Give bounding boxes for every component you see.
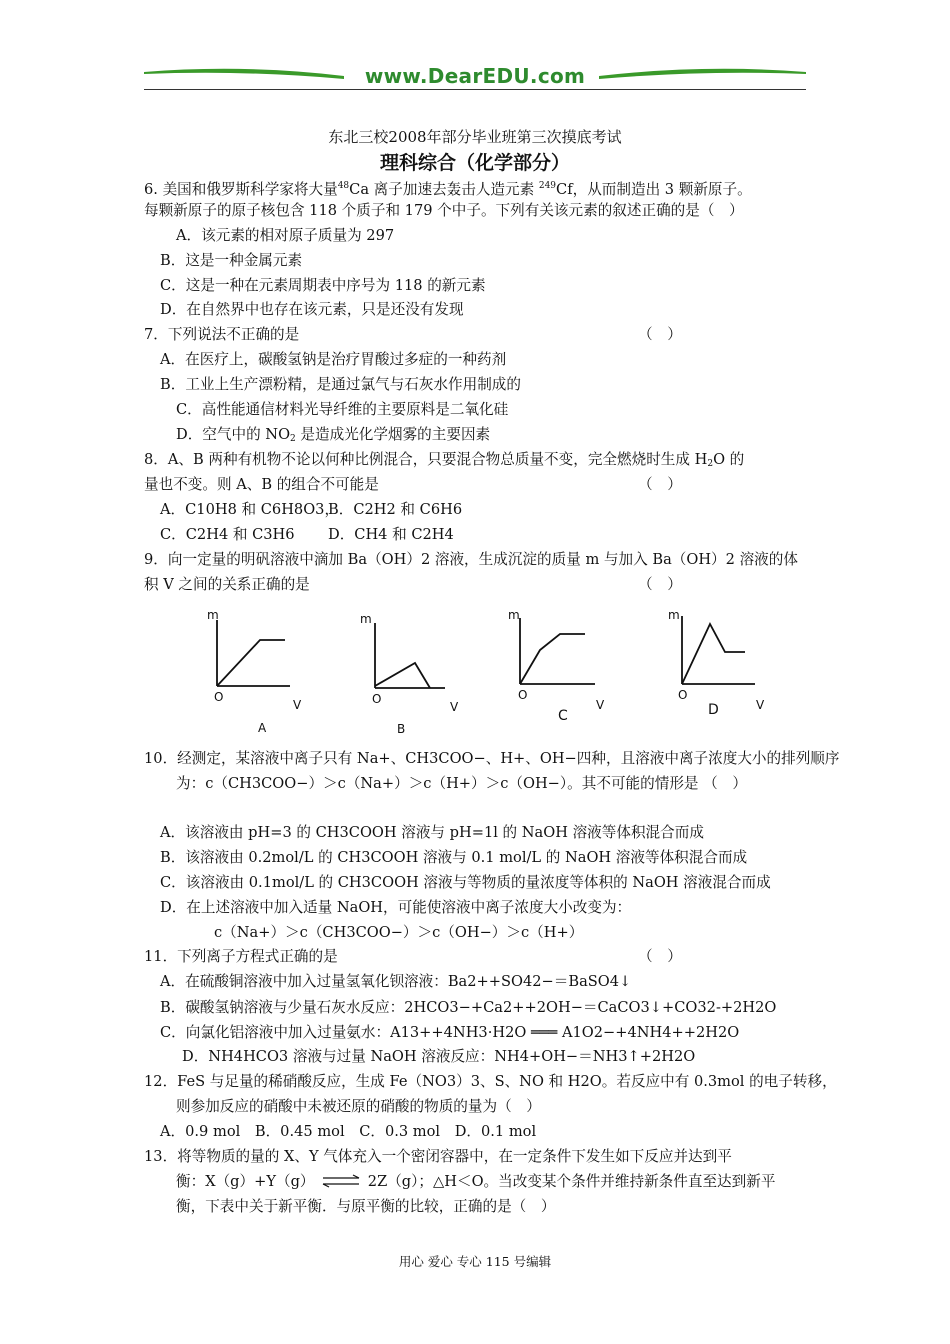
q7-option-d: D．空气中的 $NO_2$ 是造成光化学烟雾的主要因素 <box>176 426 491 444</box>
q6-option-c: C．这是一种在元素周期表中序号为 118 的新元素 <box>160 277 486 294</box>
q9-graphs <box>200 608 780 738</box>
q13-stem-line3: 衡，下表中关于新平衡．与原平衡的比较，正确的是（ ） <box>176 1198 556 1215</box>
q8-stem-line2: 量也不变。则 A、B 的组合不可能是 <box>144 476 379 493</box>
q11-option-b: B．碳酸氢钠溶液与少量石灰水反应：2HCO3−+Ca2++2OH−＝CaCO3↓+CO32-+2H2O <box>160 999 777 1016</box>
graph-c-v-label: V <box>596 698 605 712</box>
q7-answer-paren: （ ） <box>638 326 682 343</box>
q10-option-c: C．该溶液由 0.1mol/L 的 CH3COOH 溶液与等物质的量浓度等体积的 NaOH 溶液混合而成 <box>160 874 771 891</box>
q11-stem: 11．下列离子方程式正确的是 <box>144 948 338 965</box>
q13-stem-line2: 衡：X（g）+Y（g） 2Z（g）；△H＜O。当改变某个条件并维持新条件直至达到新平 <box>176 1173 776 1190</box>
exam-title: 东北三校2008年部分毕业班第三次摸底考试 <box>328 128 622 146</box>
q13-stem-line1: 13．将等物质的量的 X、Y 气体充入一个密闭容器中，在一定条件下发生如下反应并达到平 <box>144 1148 732 1165</box>
q8-option-b: B．C2H2 和 C6H6 <box>328 501 463 518</box>
exam-subtitle: 理科综合（化学部分） <box>379 152 570 174</box>
q12-stem-line1: 12．FeS 与足量的稀硝酸反应，生成 Fe（NO3）3、S、NO 和 H2O。若反应中有 0.3mol 的电子转移， <box>144 1073 837 1090</box>
q6-option-a: A．该元素的相对原子质量为 297 <box>176 227 395 244</box>
graph-b-m-label: m <box>360 612 372 626</box>
q11-answer-paren: （ ） <box>638 948 682 965</box>
q9-answer-paren: （ ） <box>638 576 682 593</box>
q12-options: A．0.9 mol B．0.45 mol C．0.3 mol D．0.1 mol <box>160 1123 537 1140</box>
q7-option-c: C．高性能通信材料光导纤维的主要原料是二氧化硅 <box>176 401 509 418</box>
q11-option-c: C．向氯化铝溶液中加入过量氨水：A13++4NH3·H2O ═══ A1O2−+4NH4++2H2O <box>160 1024 740 1041</box>
q7-stem: 7．下列说法不正确的是 <box>144 326 300 343</box>
graph-b-origin-label: O <box>372 692 382 706</box>
q7-option-b: B．工业上生产漂粉精，是通过氯气与石灰水作用制成的 <box>160 376 521 393</box>
equilibrium-arrow-icon <box>319 1174 363 1188</box>
header-rule <box>144 89 806 90</box>
page-footer: 用心 爱心 专心 115 号编辑 <box>398 1254 552 1269</box>
graph-a-m-label: m <box>207 608 219 622</box>
q9-stem-line2: 积 V 之间的关系正确的是 <box>144 576 310 593</box>
q9-graph-axes <box>200 608 780 738</box>
q9-stem-line1: 9．向一定量的明矾溶液中滴加 Ba（OH）2 溶液，生成沉淀的质量 m 与加入 Ba（OH）2 溶液的体 <box>144 551 798 568</box>
graph-d-m-label: m <box>668 608 680 622</box>
q6-option-d: D．在自然界中也存在该元素，只是还没有发现 <box>160 301 464 318</box>
graph-c-origin-label: O <box>518 688 528 702</box>
site-header <box>144 62 806 92</box>
q10-stem-line2: 为：c（CH3COO−）＞c（Na+）＞c（H+）＞c（OH−）。其不可能的情形是 （ ） <box>176 775 747 792</box>
graph-b-v-label: V <box>450 700 459 714</box>
q10-option-d-line2: c（Na+）＞c（CH3COO−）＞c（OH−）＞c（H+） <box>214 924 584 941</box>
q11-option-a: A．在硫酸铜溶液中加入过量氢氧化钡溶液：Ba2++SO42−＝BaSO4↓ <box>160 973 632 990</box>
q12-stem-line2: 则参加反应的硝酸中未被还原的硝酸的物质的量为（ ） <box>176 1098 541 1115</box>
graph-d-origin-label: O <box>678 688 688 702</box>
q10-option-b: B．该溶液由 0.2mol/L 的 CH3COOH 溶液与 0.1 mol/L 的 NaOH 溶液等体积混合而成 <box>160 849 748 866</box>
graph-b-caption: B <box>397 722 406 736</box>
q10-option-a: A．该溶液由 pH=3 的 CH3COOH 溶液与 pH=1l 的 NaOH 溶液等体积混合而成 <box>160 824 704 841</box>
q8-stem-line1: 8．A、B 两种有机物不论以何种比例混合，只要混合物总质量不变，完全燃烧时生成 $H_2O$ 的 <box>144 451 745 469</box>
graph-d-caption: D <box>708 702 719 718</box>
graph-c-m-label: m <box>508 608 520 622</box>
q8-option-d: D．CH4 和 C2H4 <box>328 526 454 543</box>
q8-option-c: C．C2H4 和 C3H6 <box>160 526 295 543</box>
q8-option-a: A．C10H8 和 C6H8O3， <box>160 501 340 518</box>
graph-a-v-label: V <box>293 698 302 712</box>
q10-stem-line1: 10．经测定，某溶液中离子只有 Na+、CH3COO−、H+、OH−四种，且溶液中离子浓度大小的排列顺序 <box>144 750 840 767</box>
q6-stem-line2: 每颗新原子的原子核包含 118 个质子和 179 个中子。下列有关该元素的叙述正确的是（ ） <box>144 202 744 219</box>
q8-answer-paren: （ ） <box>638 476 682 493</box>
q10-option-d: D．在上述溶液中加入适量 NaOH，可能使溶液中离子浓度大小改变为： <box>160 899 632 916</box>
graph-a-origin-label: O <box>214 690 224 704</box>
q6-stem-line1: 6. 美国和俄罗斯科学家将大量$^{48}$Ca 离子加速去轰击人造元素 $^{249}$Cf，从而制造出 3 颗新原子。 <box>144 181 752 198</box>
site-name: www.DearEDU.com <box>364 64 586 88</box>
graph-d-v-label: V <box>756 698 765 712</box>
q11-option-d: D．NH4HCO3 溶液与过量 NaOH 溶液反应：NH4+OH−＝NH3↑+2H2O <box>182 1048 696 1065</box>
graph-c-caption: C <box>558 708 568 724</box>
q6-option-b: B．这是一种金属元素 <box>160 252 303 269</box>
graph-a-caption: A <box>258 721 267 735</box>
q7-option-a: A．在医疗上，碳酸氢钠是治疗胃酸过多症的一种药剂 <box>160 351 507 368</box>
